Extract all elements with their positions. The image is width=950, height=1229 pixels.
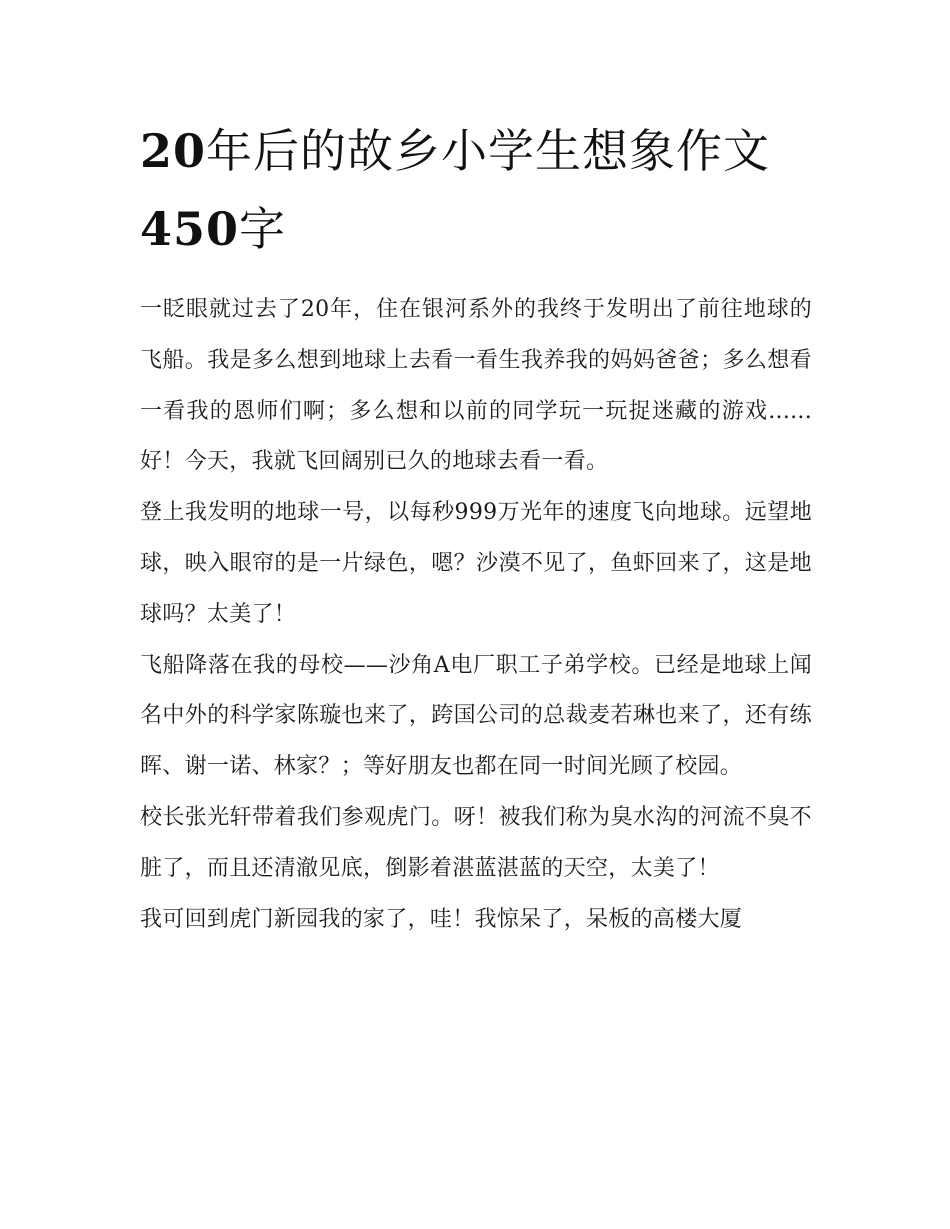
paragraph-2: 登上我发明的地球一号，以每秒999万光年的速度飞向地球。远望地球，映入眼帘的是一片绿色，嗯？沙漠不见了，鱼虾回来了，这是地球吗？太美了！ — [140, 500, 812, 627]
page-title — [140, 112, 812, 268]
article-body — [140, 285, 812, 945]
paragraph-1: 一眨眼就过去了20年，住在银河系外的我终于发明出了前往地球的飞船。我是多么想到地球上去看一看生我养我的妈妈爸爸；多么想看一看我的恩师们啊；多么想和以前的同学玩一玩捉迷藏的游戏......好！今天，我就飞回阔别已久的地球去看一看。 — [140, 297, 812, 475]
title-number-2: 450 — [140, 202, 240, 256]
title-suffix: 字 — [239, 202, 287, 256]
paragraph-5: 我可回到虎门新园我的家了，哇！我惊呆了，呆板的高楼大厦 — [140, 906, 743, 932]
paragraph-3: 飞船降落在我的母校——沙角A电厂职工子弟学校。已经是地球上闻名中外的科学家陈璇也来了，跨国公司的总裁麦若琳也来了，还有练晖、谢一诺、林家？；等好朋友也都在同一时间光顾了校园。 — [140, 652, 812, 780]
document-content — [140, 112, 812, 945]
title-text: 年后的故乡小学生想象作文 — [206, 124, 771, 178]
title-number: 20 — [140, 124, 207, 178]
paragraph-4: 校长张光轩带着我们参观虎门。呀！被我们称为臭水沟的河流不臭不脏了，而且还清澈见底，倒影着湛蓝湛蓝的天空，太美了！ — [140, 804, 812, 881]
